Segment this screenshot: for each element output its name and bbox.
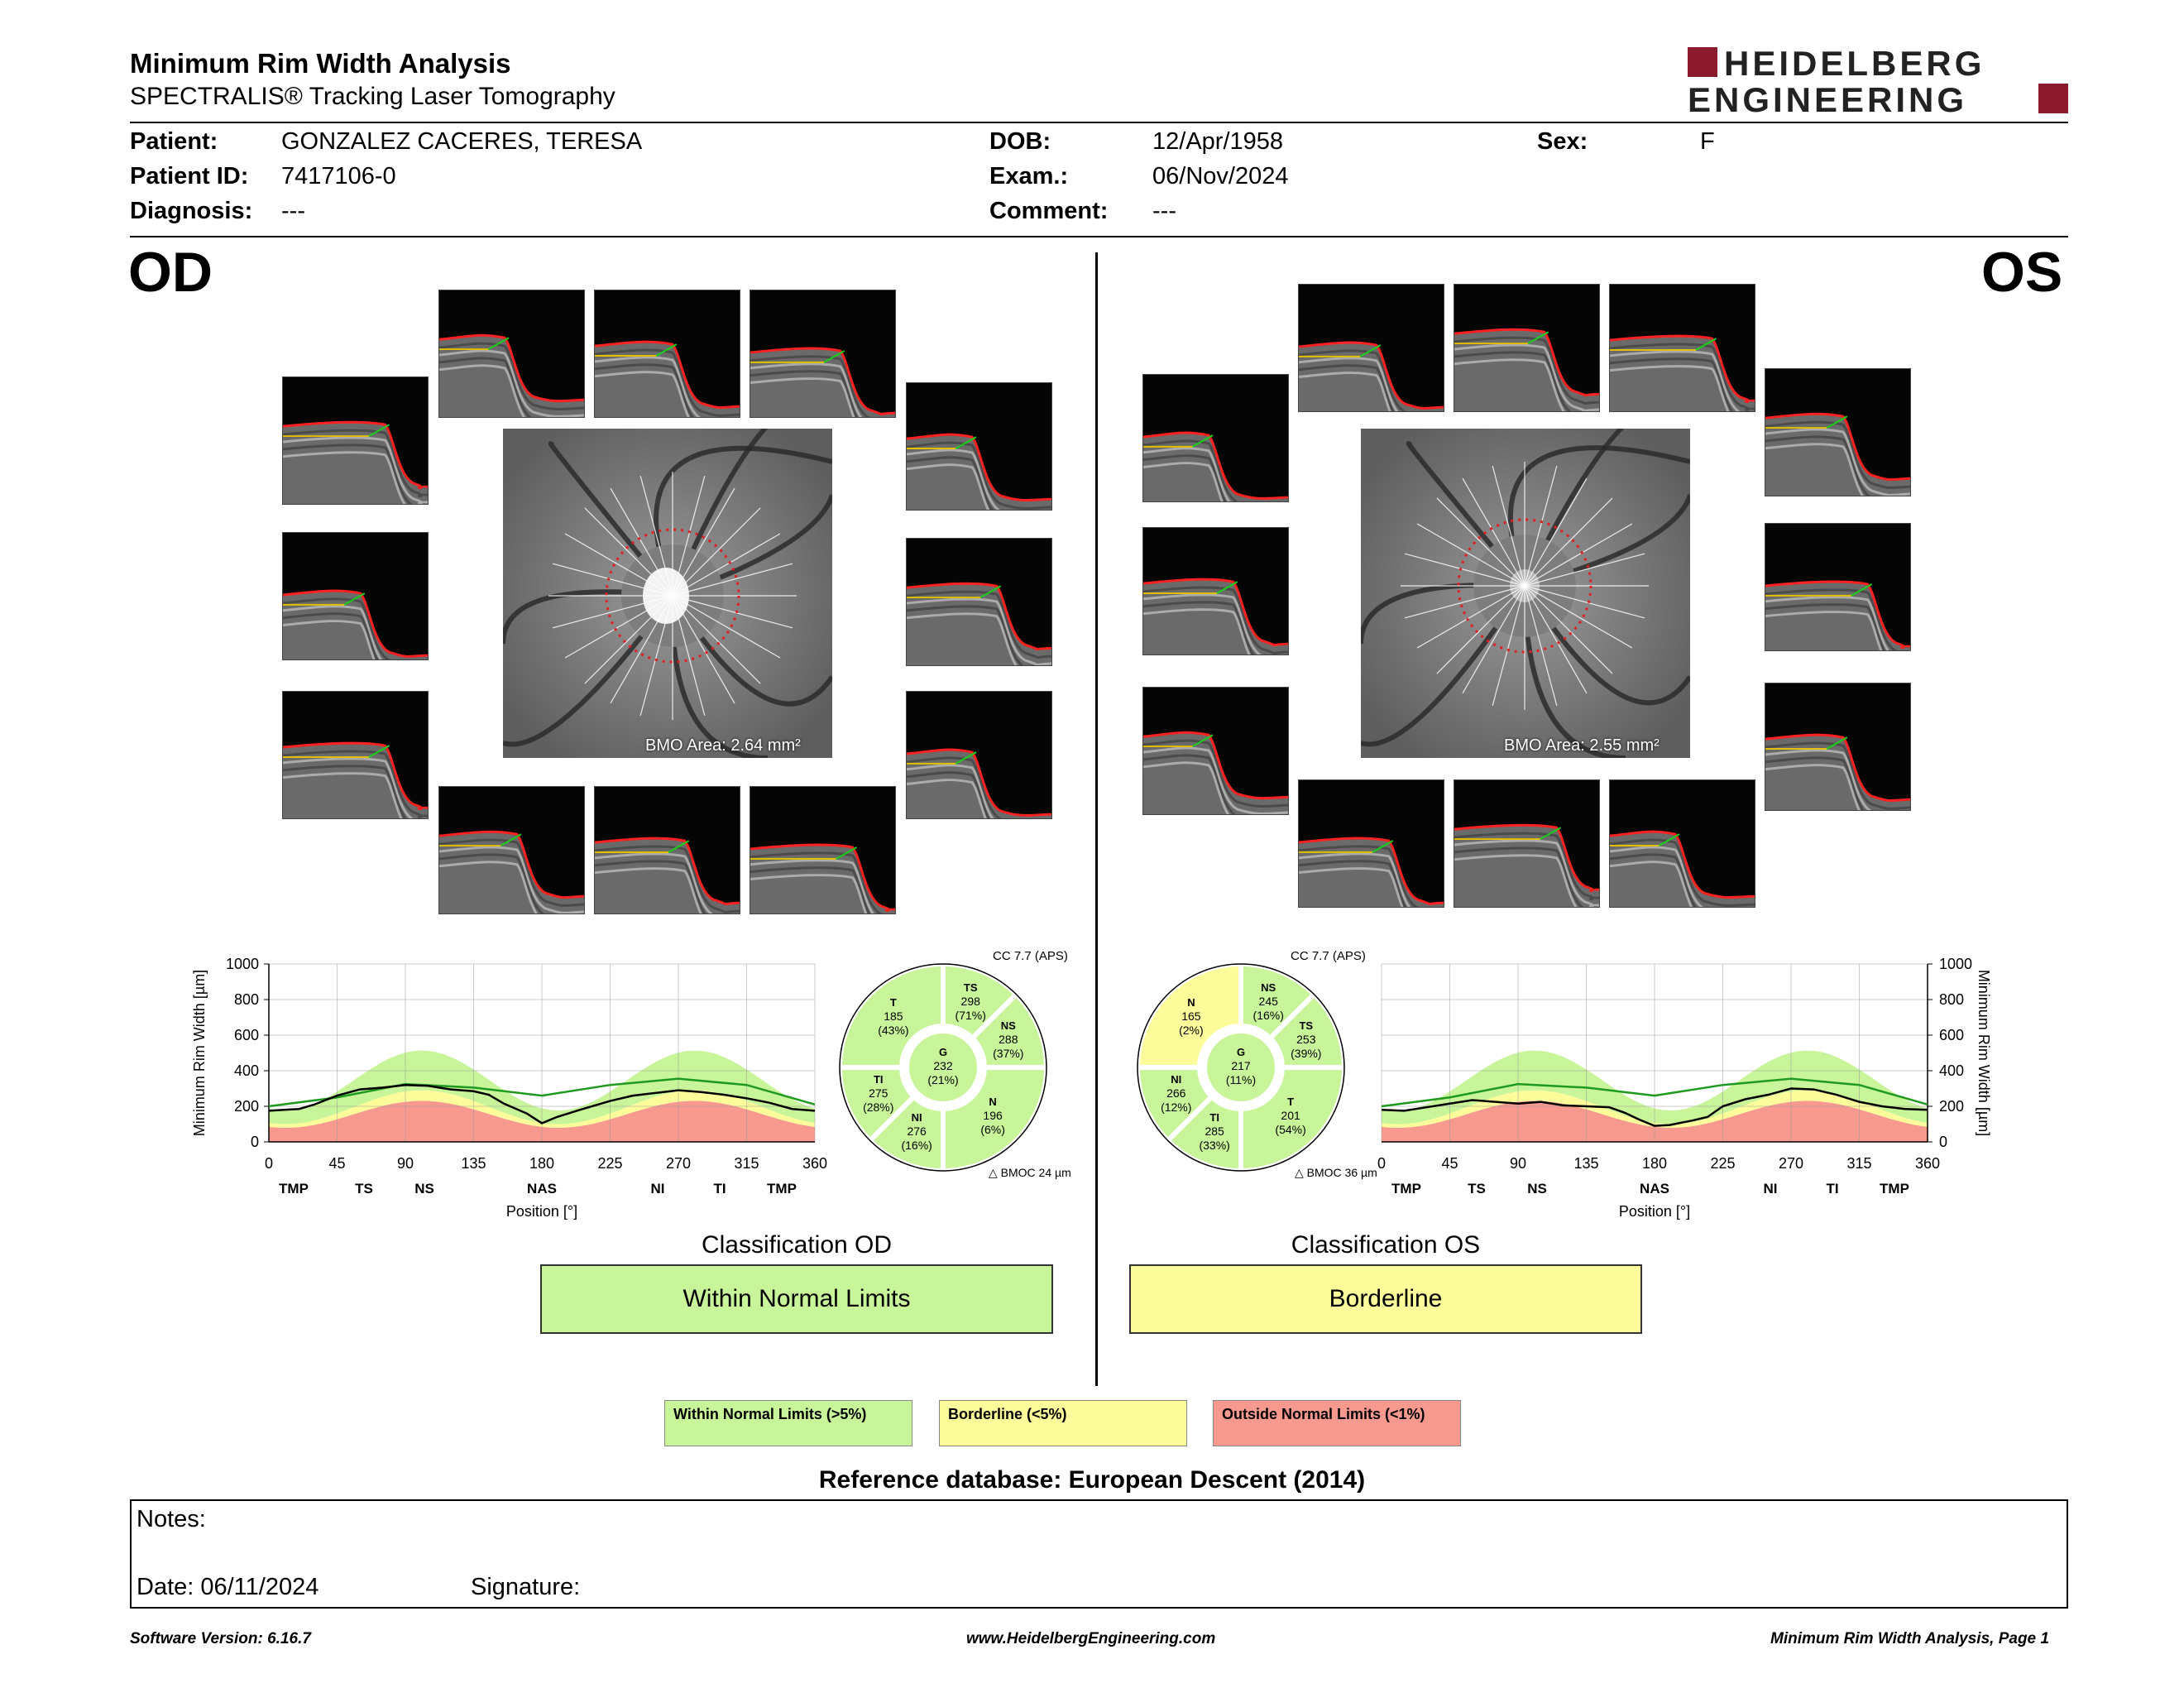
sector-value: (71%)	[955, 1008, 986, 1022]
od-bscan-10	[438, 786, 585, 914]
sector-value: TS	[1299, 1019, 1314, 1033]
od-sector-chart	[836, 943, 1084, 1183]
sector-value: TI	[873, 1073, 884, 1086]
os-bscan-4	[1142, 374, 1289, 502]
od-bscan-7	[906, 538, 1052, 666]
legend-outside: Outside Normal Limits (<1%)	[1213, 1400, 1461, 1446]
x-tick-label: 135	[1573, 1155, 1599, 1172]
legend-normal: Within Normal Limits (>5%)	[664, 1400, 912, 1446]
y-tick-label: 800	[233, 991, 259, 1008]
y-tick-label: 0	[1939, 1134, 1948, 1150]
sector-value: (43%)	[878, 1023, 909, 1037]
legend-borderline: Borderline (<5%)	[939, 1400, 1187, 1446]
y-tick-label: 0	[250, 1134, 259, 1150]
x-tick-label: 270	[665, 1155, 692, 1172]
x-tick-label: 315	[734, 1155, 759, 1172]
y-tick-label: 400	[1939, 1062, 1965, 1079]
sector-value: 285	[1205, 1124, 1224, 1138]
sector-value: T	[1287, 1096, 1295, 1109]
sector-value: 245	[1258, 994, 1278, 1008]
x-tick-label: 180	[1641, 1155, 1668, 1172]
od-bscan-1	[438, 290, 585, 418]
sector-label: TMP	[767, 1181, 797, 1196]
sector-label: TI	[713, 1181, 726, 1196]
os-bmo-area: BMO Area: 2.55 mm²	[1504, 736, 1660, 755]
sector-value: 253	[1296, 1033, 1316, 1047]
sector-value: (11%)	[1225, 1073, 1257, 1086]
od-bscan-4	[282, 376, 429, 505]
sector-label: NAS	[527, 1181, 557, 1196]
sector-value: 275	[869, 1086, 888, 1101]
sector-value: (21%)	[927, 1073, 959, 1086]
od-bmo-area: BMO Area: 2.64 mm²	[645, 736, 801, 755]
os-classification-value: Borderline	[1329, 1285, 1443, 1312]
x-axis-label: Position [°]	[1618, 1203, 1691, 1220]
os-bscan-5	[1765, 368, 1911, 496]
sector-label: NI	[1763, 1181, 1778, 1196]
sector-value: (28%)	[863, 1101, 894, 1115]
sector-value: N	[1187, 995, 1195, 1009]
sector-value: (39%)	[1291, 1047, 1322, 1061]
exam-label: Exam.:	[989, 163, 1069, 189]
od-fundus-image	[503, 429, 832, 758]
y-tick-label: 1000	[225, 956, 259, 972]
sector-label: TS	[1468, 1181, 1486, 1196]
sector-value: (33%)	[1199, 1138, 1230, 1152]
x-tick-label: 360	[802, 1155, 828, 1172]
sector-label: NS	[414, 1181, 434, 1196]
sector-value: 196	[983, 1109, 1003, 1123]
od-bscan-2	[594, 290, 740, 418]
sex-value: F	[1700, 128, 1715, 155]
y-tick-label: 200	[1939, 1098, 1965, 1115]
os-classification-title: Classification OS	[1291, 1231, 1481, 1259]
os-mrw-chart	[1357, 943, 2002, 1233]
x-tick-label: 90	[1509, 1155, 1527, 1172]
sector-label: TMP	[1880, 1181, 1909, 1196]
os-bscan-12	[1609, 779, 1755, 908]
os-bscan-6	[1142, 527, 1289, 655]
patient-name: GONZALEZ CACERES, TERESA	[281, 128, 643, 155]
notes-label: Notes:	[136, 1506, 206, 1532]
exam-value: 06/Nov/2024	[1152, 163, 1289, 189]
x-tick-label: 45	[328, 1155, 346, 1172]
diagnosis-value: ---	[281, 198, 305, 224]
sector-label: NAS	[1640, 1181, 1669, 1196]
sector-label: NI	[650, 1181, 665, 1196]
od-mrw-chart	[186, 943, 831, 1233]
sector-value: 201	[1281, 1109, 1300, 1123]
sector-value: TS	[963, 981, 978, 994]
x-tick-label: 225	[597, 1155, 623, 1172]
notes-box	[130, 1499, 2068, 1609]
y-axis-label: Minimum Rim Width [µm]	[191, 969, 208, 1137]
os-bscan-8	[1142, 687, 1289, 815]
od-bscan-9	[906, 691, 1052, 819]
eye-divider	[1095, 252, 1098, 1386]
os-bscan-2	[1454, 284, 1600, 412]
y-tick-label: 1000	[1939, 956, 1973, 972]
sector-label: TMP	[1391, 1181, 1421, 1196]
page-label: Minimum Rim Width Analysis, Page 1	[1770, 1630, 2049, 1647]
x-tick-label: 270	[1778, 1155, 1804, 1172]
sector-value: 288	[999, 1033, 1018, 1047]
od-classification-title: Classification OD	[701, 1231, 893, 1259]
sector-label: TS	[355, 1181, 373, 1196]
signature-label: Signature:	[471, 1574, 581, 1600]
sector-value: NI	[911, 1110, 922, 1124]
os-classification-box	[1129, 1264, 1642, 1334]
report-title: Minimum Rim Width Analysis	[130, 48, 511, 79]
os-bscan-7	[1765, 523, 1911, 651]
os-bscan-1	[1298, 284, 1444, 412]
sector-value: (6%)	[980, 1123, 1005, 1137]
od-cc-label: CC 7.7 (APS)	[993, 949, 1068, 963]
sector-value: (12%)	[1161, 1101, 1192, 1115]
dob-value: 12/Apr/1958	[1152, 128, 1284, 155]
sector-value: (16%)	[1252, 1008, 1284, 1022]
sector-value: (54%)	[1275, 1123, 1306, 1137]
heidelberg-logo	[1688, 46, 2068, 116]
x-tick-label: 45	[1441, 1155, 1458, 1172]
report-subtitle: SPECTRALIS® Tracking Laser Tomography	[130, 83, 615, 110]
patient-id: 7417106-0	[281, 163, 396, 189]
patient-id-label: Patient ID:	[130, 163, 249, 189]
x-tick-label: 0	[1377, 1155, 1387, 1172]
x-tick-label: 90	[396, 1155, 414, 1172]
sector-value: N	[989, 1096, 997, 1109]
sector-value: 185	[884, 1009, 903, 1023]
sector-value: (16%)	[901, 1138, 932, 1152]
sector-value: NI	[1171, 1073, 1182, 1086]
sector-value: 266	[1166, 1086, 1186, 1101]
os-sector-chart	[1133, 943, 1382, 1183]
svg-text:HEIDELBERG: HEIDELBERG	[1724, 46, 1985, 83]
y-tick-label: 800	[1939, 991, 1965, 1008]
od-bscan-3	[750, 290, 896, 418]
os-fundus-image	[1361, 429, 1690, 758]
reference-database: Reference database: European Descent (2014)	[818, 1466, 1366, 1494]
sector-value: 165	[1181, 1009, 1201, 1023]
date-label: Date: 06/11/2024	[136, 1574, 319, 1600]
os-bscan-10	[1298, 779, 1444, 908]
svg-text:ENGINEERING: ENGINEERING	[1688, 80, 1968, 116]
software-version: Software Version: 6.16.7	[130, 1630, 311, 1647]
y-tick-label: 600	[1939, 1027, 1965, 1043]
os-cc-label: CC 7.7 (APS)	[1291, 949, 1366, 963]
diagnosis-label: Diagnosis:	[130, 198, 253, 224]
od-bscan-12	[750, 786, 896, 914]
comment-value: ---	[1152, 198, 1176, 224]
sector-label: NS	[1527, 1181, 1547, 1196]
os-label: OS	[1981, 241, 2063, 304]
sector-value: TI	[1209, 1110, 1219, 1124]
dob-label: DOB:	[989, 128, 1051, 155]
od-bscan-8	[282, 691, 429, 819]
od-bscan-6	[282, 532, 429, 660]
od-bmoc-label: △ BMOC 24 µm	[989, 1166, 1071, 1179]
sector-value: G	[1236, 1046, 1246, 1058]
sector-value: 232	[933, 1059, 953, 1072]
sector-value: NS	[1000, 1019, 1016, 1033]
sex-label: Sex:	[1537, 128, 1588, 155]
od-label: OD	[128, 241, 213, 304]
y-axis-label: Minimum Rim Width [µm]	[1976, 969, 1992, 1137]
x-tick-label: 135	[461, 1155, 486, 1172]
sector-value: 276	[907, 1124, 927, 1138]
comment-label: Comment:	[989, 198, 1109, 224]
x-tick-label: 225	[1710, 1155, 1736, 1172]
od-classification-box	[540, 1264, 1053, 1334]
sector-value: NS	[1261, 981, 1276, 994]
x-axis-label: Position [°]	[505, 1203, 578, 1220]
y-tick-label: 400	[233, 1062, 259, 1079]
sector-label: TMP	[279, 1181, 309, 1196]
sector-value: 298	[960, 994, 980, 1008]
patient-label: Patient:	[130, 128, 218, 155]
sector-value: T	[889, 995, 897, 1009]
y-tick-label: 200	[233, 1098, 259, 1115]
od-bscan-11	[594, 786, 740, 914]
os-bmoc-label: △ BMOC 36 µm	[1295, 1166, 1377, 1179]
x-tick-label: 315	[1846, 1155, 1872, 1172]
y-tick-label: 600	[233, 1027, 259, 1043]
sector-value: (2%)	[1179, 1023, 1204, 1037]
sector-value: 217	[1231, 1059, 1251, 1072]
x-tick-label: 0	[264, 1155, 274, 1172]
x-tick-label: 180	[529, 1155, 555, 1172]
sector-value: (37%)	[993, 1047, 1024, 1061]
os-bscan-3	[1609, 284, 1755, 412]
os-bscan-9	[1765, 683, 1911, 811]
od-classification-value: Within Normal Limits	[682, 1285, 911, 1312]
x-tick-label: 360	[1914, 1155, 1941, 1172]
od-bscan-5	[906, 382, 1052, 511]
sector-value: G	[938, 1046, 948, 1058]
os-bscan-11	[1454, 779, 1600, 908]
website-link[interactable]: www.HeidelbergEngineering.com	[966, 1630, 1216, 1647]
sector-label: TI	[1826, 1181, 1839, 1196]
